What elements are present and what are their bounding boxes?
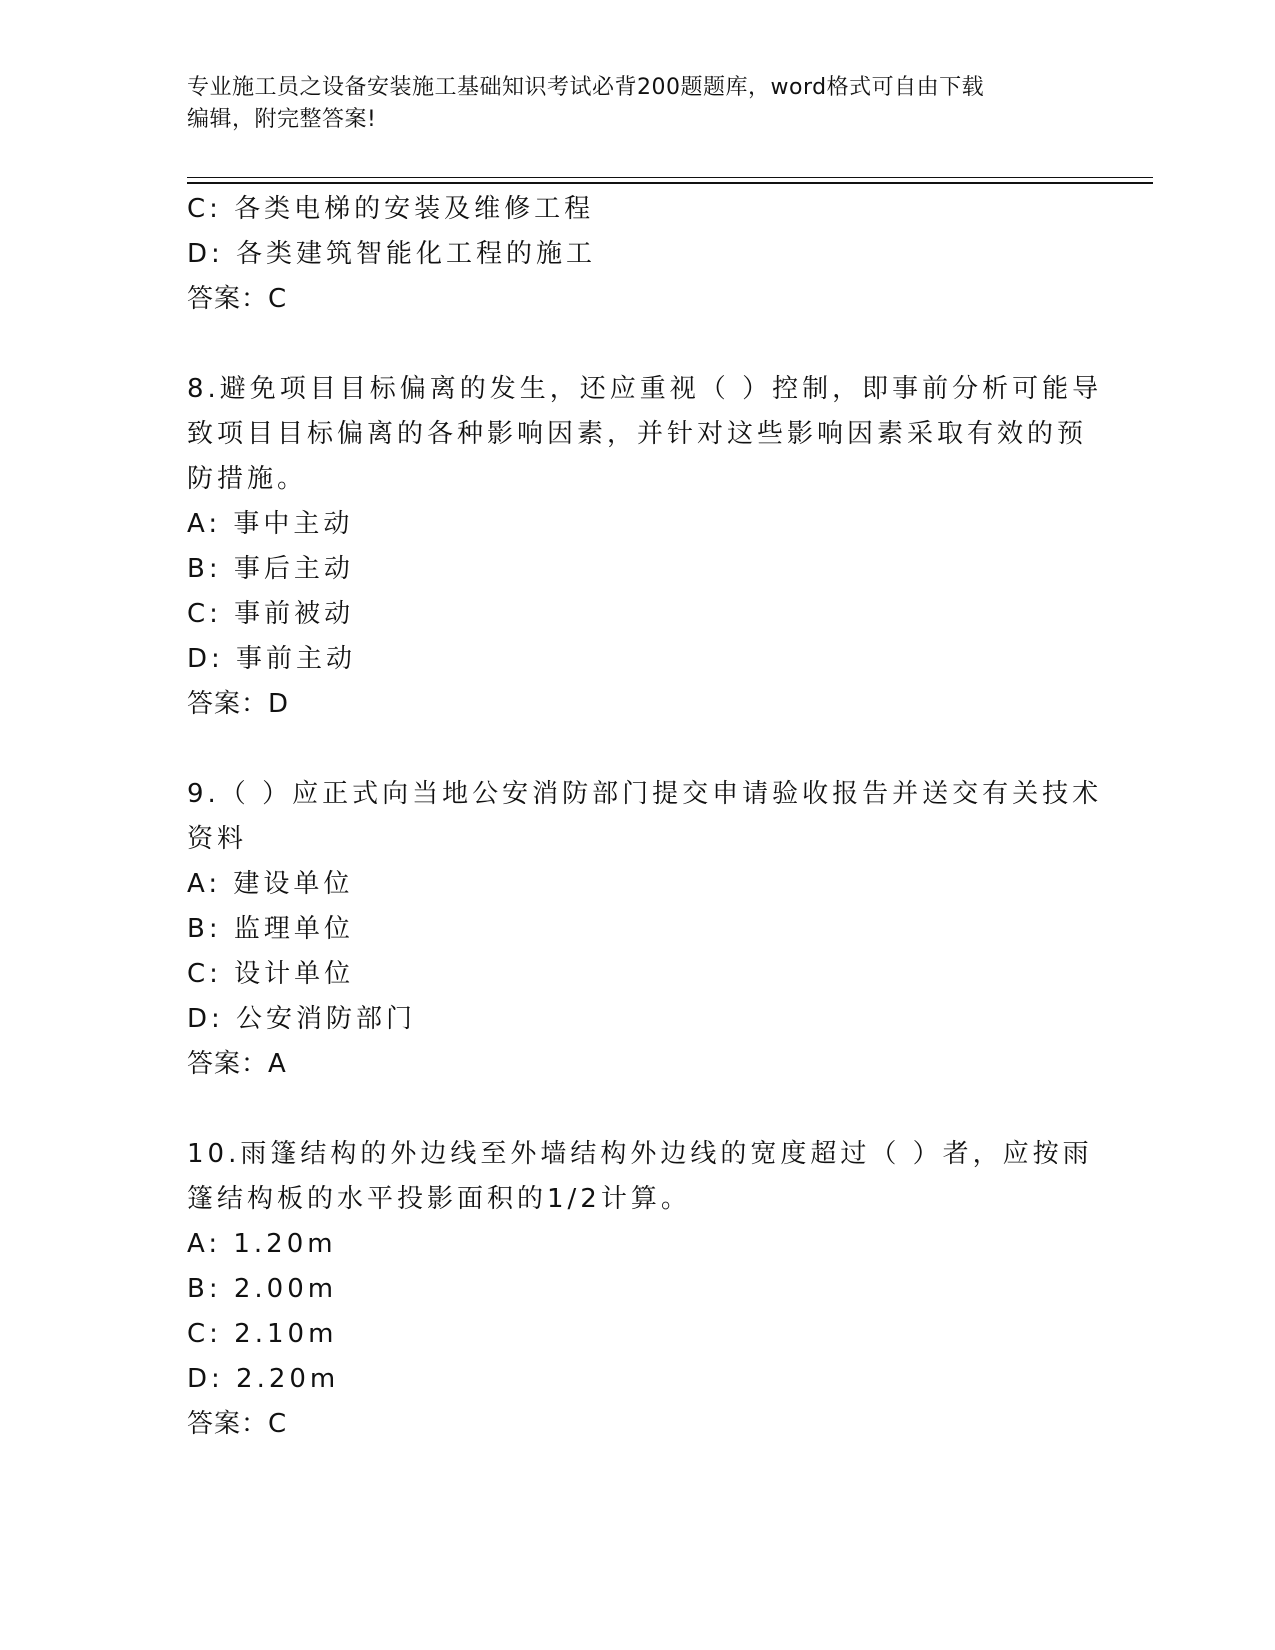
q9-option-b: B: 监理单位: [187, 914, 354, 944]
q8-stem-line-3: 防措施。: [187, 464, 308, 494]
q7-answer: 答案：C: [187, 284, 288, 314]
q8-answer: 答案：D: [187, 689, 290, 719]
q10-option-c: C: 2.10m: [187, 1319, 338, 1349]
q7-option-d: D: 各类建筑智能化工程的施工: [187, 239, 597, 269]
header-line-2: 编辑，附完整答案!: [187, 107, 377, 132]
q9-option-c: C: 设计单位: [187, 959, 355, 989]
q9-stem-line-2: 资料: [187, 824, 248, 854]
q9-option-d: D: 公安消防部门: [187, 1004, 417, 1034]
q10-option-a: A: 1.20m: [187, 1229, 337, 1259]
q10-answer: 答案：C: [187, 1409, 288, 1439]
header-line-1: 专业施工员之设备安装施工基础知识考试必背200题题库，word格式可自由下载: [187, 75, 985, 100]
q8-stem-line-2: 致项目目标偏离的各种影响因素，并针对这些影响因素采取有效的预: [187, 419, 1088, 449]
q8-option-a: A: 事中主动: [187, 509, 354, 539]
q10-option-d: D: 2.20m: [187, 1364, 340, 1394]
q8-option-c: C: 事前被动: [187, 599, 355, 629]
q9-option-a: A: 建设单位: [187, 869, 354, 899]
q8-option-d: D: 事前主动: [187, 644, 357, 674]
q10-stem-line-1: 10.雨篷结构的外边线至外墙结构外边线的宽度超过（ ）者，应按雨: [187, 1139, 1093, 1169]
q10-stem-line-2: 篷结构板的水平投影面积的1/2计算。: [187, 1184, 691, 1214]
q9-stem-line-1: 9.（ ）应正式向当地公安消防部门提交申请验收报告并送交有关技术: [187, 779, 1103, 809]
header-divider-thick: [187, 182, 1153, 184]
q9-answer: 答案：A: [187, 1049, 287, 1079]
q7-option-c: C: 各类电梯的安装及维修工程: [187, 194, 595, 224]
q8-stem-line-1: 8.避免项目目标偏离的发生，还应重视（ ）控制，即事前分析可能导: [187, 374, 1103, 404]
q8-option-b: B: 事后主动: [187, 554, 354, 584]
header-divider-thin: [187, 177, 1153, 178]
document-header: [187, 72, 1087, 136]
q10-option-b: B: 2.00m: [187, 1274, 338, 1304]
